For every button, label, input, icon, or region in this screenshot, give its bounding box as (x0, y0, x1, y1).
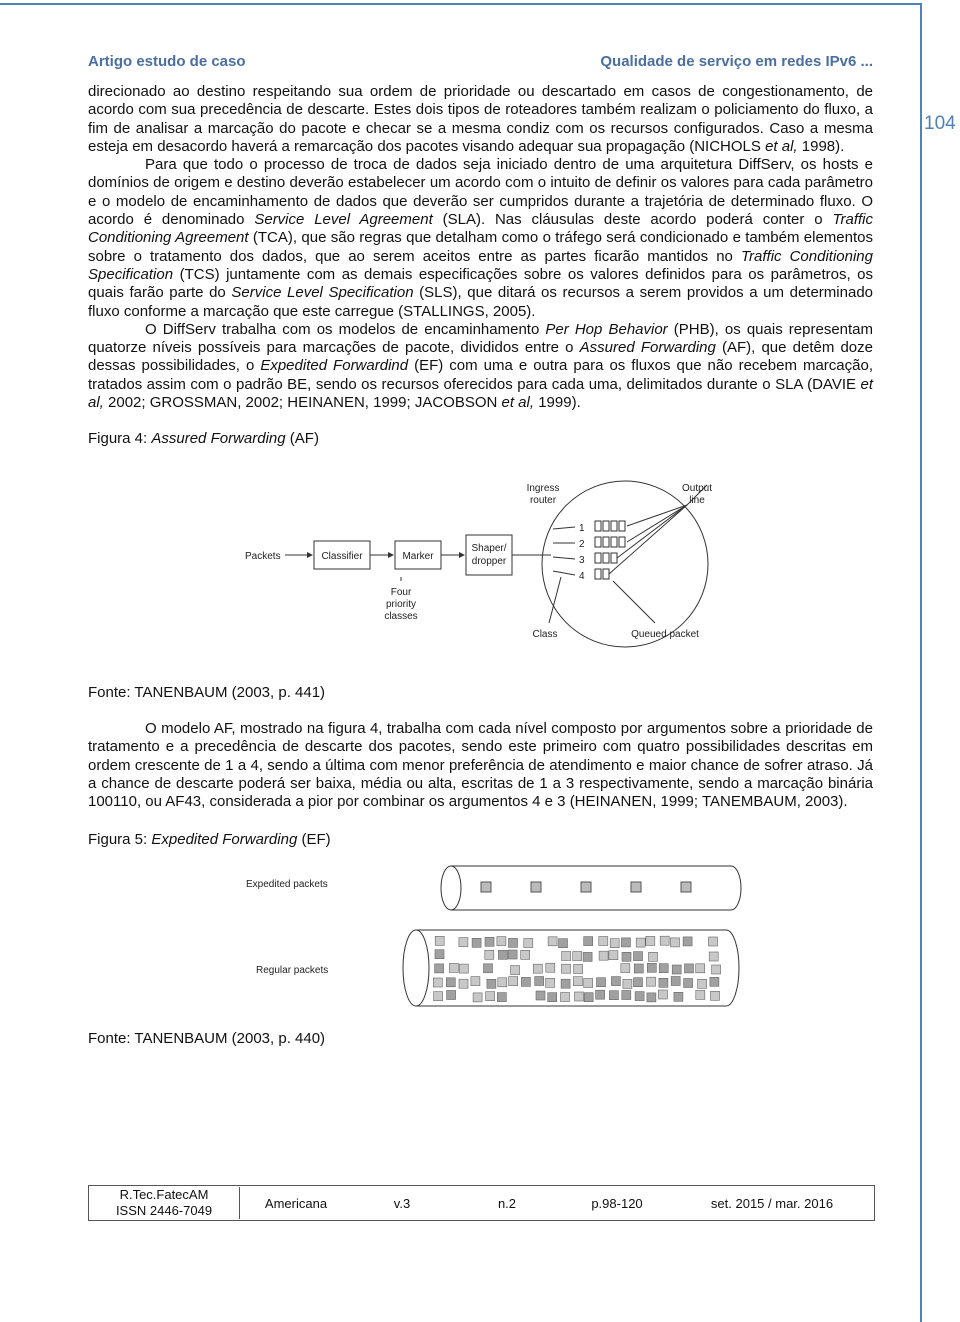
queued-pointer (613, 581, 655, 623)
regular-packet (672, 965, 681, 974)
expedited-packet (531, 882, 541, 892)
regular-packet (572, 951, 581, 960)
regular-packet (573, 964, 582, 973)
para1-line: (NICHOLS (689, 137, 766, 155)
regular-packet (547, 992, 556, 1001)
para3-term: Per Hop Behavior (545, 320, 668, 338)
queued-packet (611, 521, 617, 531)
router-label: router (529, 494, 556, 506)
regular-packet (459, 979, 468, 988)
regular-packet (510, 965, 519, 974)
para2-text: (TCS) juntamente com as demais especificações sobre os valores definidos para os parâmetros, os quais farão parte do (88, 265, 873, 302)
regular-packet (434, 964, 443, 973)
queued-packet (603, 569, 609, 579)
expedited-packets-label: Expedited packets (245, 878, 328, 890)
article-body (88, 83, 873, 1048)
footer-pages: p.98-120 (591, 1195, 643, 1211)
classifier-label: Classifier (320, 550, 363, 562)
queued-packet-label: Queued packet (630, 628, 699, 640)
regular-packet (446, 978, 455, 987)
para3-text: (PHB), os quais representam quatorze níveis possíveis para marcações de pacote, divididos entre o (88, 320, 874, 357)
para2-term: Traffic Conditioning Specification (88, 247, 873, 283)
caption-prefix: Figura 4: (88, 430, 152, 448)
caption-prefix: Figura 5: (88, 831, 152, 849)
regular-packet (485, 991, 494, 1000)
regular-packet (611, 976, 620, 985)
queued-packet (603, 553, 609, 563)
regular-packet (472, 938, 481, 947)
expedited-tube (451, 866, 741, 910)
queued-packet (595, 553, 601, 563)
regular-packet (521, 977, 530, 986)
caption-em: Expedited Forwarding (151, 831, 298, 849)
shaper-dropper-box (466, 535, 512, 575)
regular-packet (523, 938, 532, 947)
para3-text: (AF), que detêm doze dessas possibilidades, o (88, 339, 873, 375)
expedited-forwarding-diagram (161, 858, 801, 1008)
regular-packet (583, 978, 592, 987)
assured-forwarding-diagram (241, 477, 721, 652)
regular-packet (697, 979, 706, 988)
shaper-label: Shaper/ (470, 542, 507, 554)
running-header-right: Qualidade de serviço em redes IPv6 ... (600, 53, 873, 70)
marker-label: Marker (401, 550, 434, 562)
queue-line-3 (553, 557, 575, 559)
para1-line: Caso a mesma esteja em desacordo haverá a remarcação dos pacotes visando adequar sua propagação (88, 119, 873, 155)
regular-packet (635, 991, 644, 1000)
arrowhead (307, 552, 313, 558)
queued-packet (603, 537, 609, 547)
para1-line: de acordo com sua precedência de descarte. Estes dois tipos de roteadores também realizam o policiamento (88, 83, 874, 119)
para2-term: Traffic Conditioning Agreement (88, 211, 874, 247)
merge-line-3 (617, 505, 687, 558)
queued-packet (611, 553, 617, 563)
regular-packet (433, 978, 442, 987)
expedited-packet (681, 882, 691, 892)
para3-term: et al, (88, 375, 873, 412)
regular-packet (709, 952, 718, 961)
regular-packet (446, 990, 455, 999)
paragraph-1 (88, 83, 873, 156)
classes-label: classes (383, 610, 418, 622)
para2-text: (TCA), que são regras que detalham como o tráfego será condicionado e também elementos sobre o tratamento dos dados, que ao serem aceitos entre as partes ficarão mantidos no (88, 229, 873, 265)
queued-packet (595, 569, 601, 579)
regular-packet (709, 977, 718, 986)
regular-packet (483, 964, 492, 973)
queued-packet (595, 537, 601, 547)
regular-packet (609, 990, 618, 999)
para1-line: do fluxo, a fim de analisar a marcação do pacote e checar se a mesma condiz com os recursos configurados. (88, 101, 874, 137)
output-label: Output (681, 482, 712, 494)
para1-line: direcionado ao destino respeitando sua ordem de prioridade ou descartado em casos de congestionamento, (88, 83, 849, 100)
regular-packet (508, 938, 517, 947)
regular-packet (486, 979, 495, 988)
regular-packet (484, 950, 493, 959)
running-header-left: Artigo estudo de caso (88, 53, 246, 70)
footer-issn: ISSN 2446-7049 (115, 1203, 213, 1218)
queued-packet (611, 537, 617, 547)
regular-packet (710, 991, 719, 1000)
page-frame-top (0, 3, 921, 5)
class-label: Class (531, 628, 558, 640)
regular-packet (622, 952, 631, 961)
merge-line-2 (627, 505, 687, 542)
arrowhead (388, 552, 394, 558)
figure5-caption (88, 831, 873, 849)
packets-label: Packets (244, 550, 281, 562)
regular-packets-group (433, 936, 720, 1002)
regular-packet (646, 993, 655, 1002)
caption-suffix: (EF) (297, 831, 331, 849)
regular-packet (711, 965, 720, 974)
regular-packet (658, 978, 667, 987)
regular-packet (558, 938, 567, 947)
footer-date: set. 2015 / mar. 2016 (710, 1195, 834, 1211)
regular-packet (508, 976, 517, 985)
regular-packet (560, 992, 569, 1001)
regular-packet (561, 964, 570, 973)
regular-packet (670, 938, 679, 947)
expedited-tube-end (441, 866, 461, 910)
regular-packet (595, 990, 604, 999)
regular-packet (648, 952, 657, 961)
regular-packet (435, 949, 444, 958)
regular-packet (470, 976, 479, 985)
regular-packet (583, 952, 592, 961)
ingress-label: Ingress (526, 482, 559, 494)
footer-volume: v.3 (393, 1195, 411, 1211)
expedited-packet (631, 882, 641, 892)
paragraph-2 (88, 156, 873, 321)
para1-end: 1998). (797, 137, 845, 155)
regular-packet (508, 950, 517, 959)
para2-term: Service Level Specification (231, 284, 414, 302)
regular-packets-label: Regular packets (255, 964, 328, 976)
regular-packet (608, 950, 617, 959)
regular-packet (583, 936, 592, 945)
arrowhead (459, 552, 465, 558)
regular-packet (659, 963, 668, 972)
queue-line-4 (553, 571, 575, 575)
regular-packet (545, 978, 554, 987)
para3-text: 1999). (534, 394, 581, 412)
regular-packet (683, 937, 692, 946)
para3-text: 2002; GROSSMAN, 2002; HEINANEN, 1999; JACOBSON (103, 394, 502, 412)
regular-packet (584, 992, 593, 1001)
footer-number: n.2 (497, 1195, 517, 1211)
regular-packet (695, 990, 704, 999)
class-1-label: 1 (578, 522, 585, 534)
dropper-label: dropper (471, 555, 506, 567)
regular-packet (520, 950, 529, 959)
priority-label: priority (385, 598, 416, 610)
queued-packet (619, 537, 625, 547)
class-3-label: 3 (578, 554, 585, 566)
queued-packet (619, 521, 625, 531)
caption-suffix: (AF) (285, 430, 319, 448)
four-label: Four (390, 586, 411, 598)
class-2-label: 2 (578, 538, 585, 550)
class-pointer (549, 577, 561, 623)
para3-term: et al, (501, 394, 535, 412)
para3-term: Assured Forwarding (579, 339, 716, 357)
paragraph-3 (88, 321, 873, 412)
regular-packet (473, 993, 482, 1002)
merge-line-1 (627, 505, 687, 526)
expedited-packet (481, 882, 491, 892)
regular-packet (433, 991, 442, 1000)
queued-packet (603, 521, 609, 531)
page-footer (88, 1185, 875, 1221)
regular-packet (498, 950, 507, 959)
regular-packet (708, 937, 717, 946)
regular-packet (496, 936, 505, 945)
regular-packet (533, 964, 542, 973)
queue-line-1 (553, 527, 575, 529)
regular-packet (459, 964, 468, 973)
regular-packet (598, 936, 607, 945)
regular-packet (497, 992, 506, 1001)
para3-text: (EF) com uma e outra para os fluxos que não recebem marcação, tratados assim com o padrão BE, sendo os recursos oferecidos para cada uma, delimitados durante o SLA (DAVIE (88, 357, 873, 393)
regular-packet (458, 937, 467, 946)
page-number: 104 (924, 113, 956, 134)
regular-packet (599, 951, 608, 960)
regular-packet (497, 978, 506, 987)
page-frame-right (920, 3, 922, 1322)
regular-tube-end (403, 930, 429, 1006)
para2-text: (SLS), que ditará os recursos a serem providos a um determinado fluxo conforme a marcação que este carregue (STALLINGS, 2005). (88, 284, 874, 320)
regular-packet (485, 937, 494, 946)
regular-packet (621, 938, 630, 947)
regular-packet (673, 992, 682, 1001)
para3-term: Expedited Forwardind (260, 357, 409, 375)
regular-packet (620, 963, 629, 972)
regular-packet (573, 976, 582, 985)
regular-packet (610, 938, 619, 947)
para2-text: (SLA). Nas cláusulas deste acordo poderá conter o (432, 211, 833, 229)
regular-packet (645, 936, 654, 945)
line-label: line (688, 494, 705, 506)
regular-packet (695, 964, 704, 973)
footer-journal: R.Tec.FatecAM (119, 1187, 209, 1202)
regular-packet (574, 992, 583, 1001)
regular-packet (634, 964, 643, 973)
regular-packet (596, 977, 605, 986)
regular-packet (660, 936, 669, 945)
regular-packet (658, 990, 667, 999)
paragraph-4: O modelo AF, mostrado na figura 4, trabalha com cada nível composto por argumentos sobre a prioridade de tratamento e a precedência de descarte dos pacotes, sendo este primeiro com quatro possibilidades descritas em ordem crescente de 1 a 4, sendo a última com menor preferência de atendimento e maior chance de sofrer atraso. Já a chance de descarte poderá ser baixa, média ou alta, escritas de 1 a 3 respectivamente, sendo a marcação binária 100110, ou AF43, considerada a pior por combinar os argumentos 4 e 3 (HEINANEN, 1999; TANEMBAUM, 2003). (88, 719, 873, 811)
regular-packet (646, 977, 655, 986)
regular-packet (561, 979, 570, 988)
regular-packet (622, 979, 631, 988)
footer-journal-cell (89, 1187, 240, 1219)
regular-packet (435, 936, 444, 945)
regular-packet (633, 951, 642, 960)
regular-packet (561, 951, 570, 960)
figure4-source: Fonte: TANENBAUM (2003, p. 441) (88, 683, 326, 701)
regular-packet (536, 991, 545, 1000)
regular-packet (548, 937, 557, 946)
regular-packet (671, 976, 680, 985)
para2-text: Para que todo o processo de troca de dados seja iniciado dentro de uma arquitetura DiffServ, os hosts e domínios de origem e destino deverão estabelecer um acordo com o intuito de definir os valores para cada parâmetro e o modelo de encaminhamento de dados que deverão ser cumpridos durante a trajetória de determinado fluxo. O acordo é denominado (88, 156, 873, 229)
footer-city: Americana (264, 1195, 328, 1211)
queued-packet (595, 521, 601, 531)
regular-packet (621, 990, 630, 999)
regular-packet (449, 963, 458, 972)
regular-packet (534, 976, 543, 985)
class-4-label: 4 (578, 570, 585, 582)
regular-packet (633, 977, 642, 986)
expedited-packet (581, 882, 591, 892)
figure4-caption (88, 430, 873, 448)
para3-text: O DiffServ trabalha com os modelos de encaminhamento (145, 320, 546, 338)
regular-packet (647, 963, 656, 972)
caption-em: Assured Forwarding (151, 430, 286, 448)
para1-citation-em: et al, (765, 137, 798, 155)
figure5-source: Fonte: TANENBAUM (2003, p. 440) (88, 1029, 326, 1047)
regular-packet (636, 938, 645, 947)
regular-packet (545, 963, 554, 972)
para2-term: Service Level Agreement (254, 211, 433, 229)
regular-packet (684, 964, 693, 973)
regular-packet (683, 978, 692, 987)
